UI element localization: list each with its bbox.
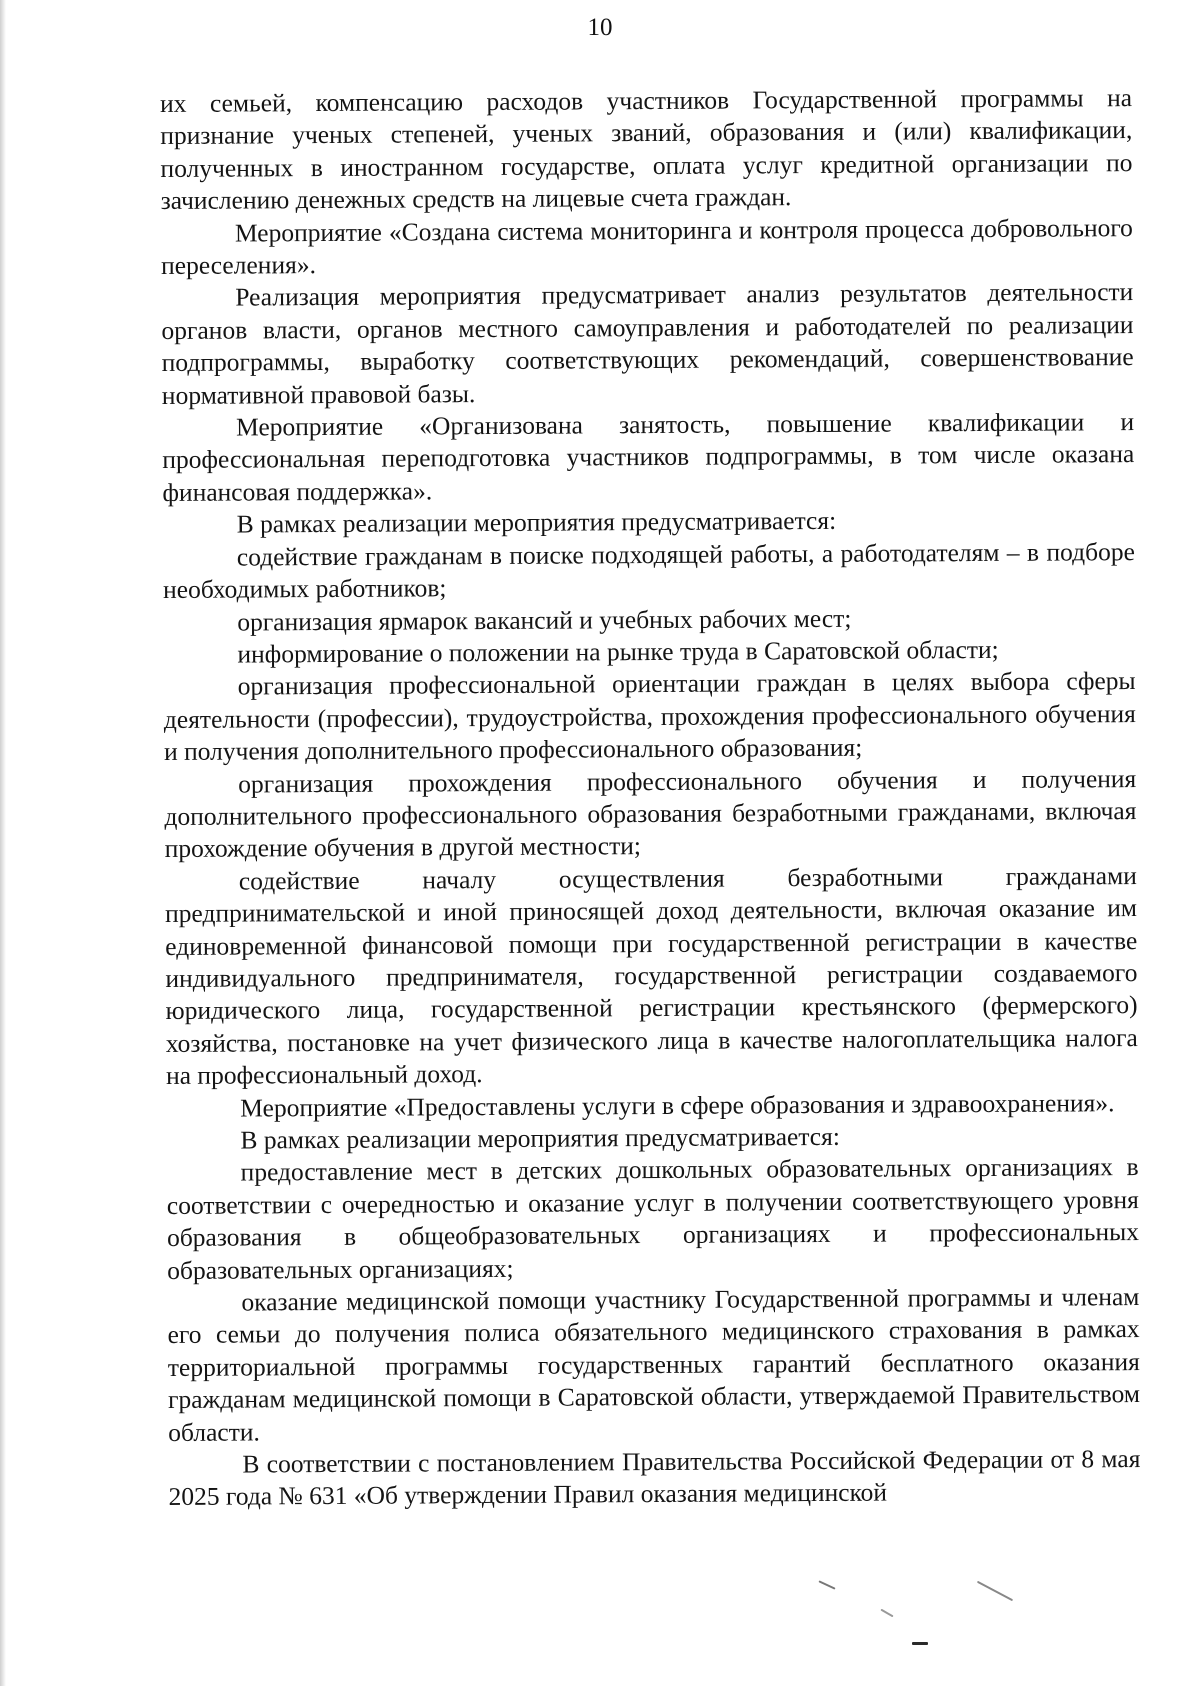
list-item: предоставление мест в детских дошкольных образовательных организациях в соответствии с очередностью и оказание услуг в получении соответствующего уровня образования в общеобразовательных организациях и профессиональных образовательных организациях; bbox=[166, 1152, 1140, 1285]
scan-artifact bbox=[912, 1642, 928, 1645]
scan-artifact bbox=[977, 1581, 1013, 1602]
list-item: оказание медицинской помощи участнику Государственной программы и членам его семьи до получения полиса обязательного медицинского страхования в рамках территориальной программы государственных гарантий бесплатного оказания гражданам медицинской помощи в Саратовской области, утверждаемой Правительством области. bbox=[167, 1282, 1141, 1447]
scan-artifact bbox=[818, 1580, 835, 1589]
paragraph-continuation: их семьей, компенсацию расходов участников Государственной программы на признание ученых степеней, ученых званий, образования и (или) квалификации, полученных в иностранном государстве, оплата услуг кредитной организации по зачислению денежных средств на лицевые счета граждан. bbox=[160, 83, 1133, 216]
paragraph-measure-services: Мероприятие «Предоставлены услуги в сфере образования и здравоохранения». bbox=[240, 1087, 1115, 1123]
list-item: содействие началу осуществления безработными гражданами предпринимательской и иной приносящей доход деятельности, включая оказание им единовременной финансовой помощи при государственной регистрации в качестве индивидуального предпринимателя, государственной регистрации создаваемого юридического лица, государственной регистрации крестьянского (фермерского) хозяйства, постановке на учет физического лица в качестве налогоплательщика налога на профессиональный доход. bbox=[164, 860, 1138, 1091]
paragraph: В рамках реализации мероприятия предусматривается: bbox=[236, 506, 837, 539]
paragraph-measure-monitoring: Мероприятие «Создана система мониторинга и контроля процесса добровольного переселения». bbox=[160, 212, 1133, 281]
paragraph: В соответствии с постановлением Правительства Российской Федерации от 8 мая 2025 года № 631 «Об утверждении Правил оказания медицинской bbox=[168, 1444, 1141, 1512]
paragraph: В рамках реализации мероприятия предусматривается: bbox=[240, 1121, 840, 1155]
paragraph: Реализация мероприятия предусматривает анализ результатов деятельности органов власти, органов местного самоуправления и работодателей по реализации подпрограммы, выработку соответствующих рекомендаций, совершенствование нормативной правовой базы. bbox=[161, 277, 1134, 410]
list-item: организация ярмарок вакансий и учебных рабочих мест; bbox=[237, 603, 852, 637]
list-item: организация профессиональной ориентации граждан в целях выбора сферы деятельности (профессии), трудоустройства, прохождения профессионального обучения и получения дополнительного профессионального образования; bbox=[163, 666, 1136, 767]
scan-edge-shadow bbox=[0, 0, 6, 1686]
document-body bbox=[160, 82, 1141, 1514]
scan-artifact bbox=[880, 1609, 893, 1618]
page-number: 10 bbox=[587, 14, 613, 41]
list-item: организация прохождения профессионального обучения и получения дополнительного профессионального образования безработными гражданами, включая прохождение обучения в другой местности; bbox=[164, 763, 1137, 864]
list-item: информирование о положении на рынке труда в Саратовской области; bbox=[237, 634, 999, 669]
list-item: содействие гражданам в поиске подходящей работы, а работодателям – в подборе необходимых работников; bbox=[162, 536, 1135, 605]
paragraph-measure-employment: Мероприятие «Организована занятость, повышение квалификации и профессиональная переподготовка участников подпрограммы, в том числе оказана финансовая поддержка». bbox=[162, 407, 1135, 507]
